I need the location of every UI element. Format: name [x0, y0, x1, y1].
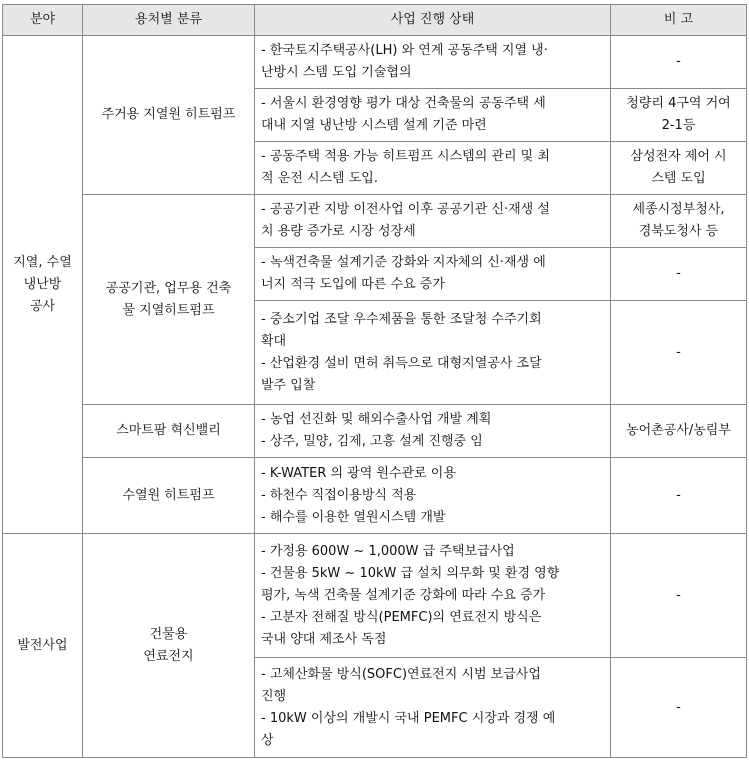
status-cell: [255, 534, 611, 658]
status-line: 너지 적극 도입에 따른 수요 증가: [261, 277, 445, 292]
category-cell: [83, 405, 255, 458]
note-cell: [611, 534, 747, 658]
status-line: - 녹색건축물 설계기준 강화와 지자체의 신·재생 에: [261, 255, 546, 270]
field-label: 지열, 수열 냉난방 공사: [13, 254, 72, 314]
category-cell: [83, 195, 255, 405]
status-line: 평가, 녹색 건축물 설계기준 강화에 따라 수요 증가: [261, 587, 546, 603]
status-lines: [261, 146, 604, 190]
note-label: -: [676, 699, 681, 715]
status-line: 상: [261, 732, 274, 748]
note-label: 청량리 4구역 거여 2-1등: [626, 96, 731, 133]
note-label: 농어촌공사/농림부: [626, 423, 731, 438]
status-line: 난방시 스템 도입 기술협의: [261, 65, 412, 80]
status-line: 적 운전 시스템 도입.: [261, 171, 378, 186]
note-cell: [611, 89, 747, 142]
status-lines: [261, 93, 604, 137]
status-line: - 가정용 600W ~ 1,000W 급 주택보급사업: [261, 543, 515, 559]
table-row: [3, 36, 747, 89]
status-line: - 서울시 환경영향 평가 대상 건축물의 공동주택 세: [261, 96, 546, 111]
header-note: 비 고: [611, 5, 747, 36]
project-status-table: [2, 4, 747, 758]
status-cell: [255, 458, 611, 534]
category-label: 건물용 연료전지: [143, 626, 194, 664]
status-line: - 공동주택 적용 가능 히트펌프 시스템의 관리 및 최: [261, 149, 550, 164]
status-line: - 한국토지주택공사(LH) 와 연계 공동주택 지열 냉·: [261, 43, 548, 58]
field-label: 발전사업: [17, 637, 68, 653]
category-label: 공공기관, 업무용 건축 물 지열히트펌프: [105, 280, 232, 318]
category-cell: [83, 534, 255, 758]
note-cell: [611, 658, 747, 758]
status-lines: [261, 463, 604, 529]
status-line: - 농업 선진화 및 해외수출사업 개발 계획: [261, 412, 492, 427]
status-cell: [255, 658, 611, 758]
table-row: [3, 534, 747, 658]
status-cell: [255, 248, 611, 301]
note-label: -: [676, 266, 681, 281]
field-cell: [3, 36, 83, 534]
status-line: - 공공기관 지방 이전사업 이후 공공기관 신·재생 설: [261, 202, 550, 217]
status-line: - 해수를 이용한 열원시스템 개발: [261, 509, 446, 525]
note-cell: [611, 195, 747, 248]
header-row: [3, 5, 747, 36]
status-cell: [255, 36, 611, 89]
status-lines: [261, 199, 604, 243]
header-category: 용처별 분류: [83, 5, 255, 36]
status-line: - 10kW 이상의 개발시 국내 PEMFC 시장과 경쟁 예: [261, 710, 556, 726]
note-label: -: [676, 487, 681, 503]
note-cell: [611, 458, 747, 534]
category-cell: [83, 36, 255, 195]
header-field: 분야: [3, 5, 83, 36]
status-line: - 고체산화물 방식(SOFC)연료전지 시범 보급사업: [261, 666, 541, 682]
status-line: 진행: [261, 688, 287, 704]
field-cell: [3, 534, 83, 758]
category-label: 스마트팜 혁신밸리: [116, 423, 221, 438]
status-lines: [261, 252, 604, 296]
note-label: -: [676, 344, 681, 360]
status-cell: [255, 142, 611, 195]
category-label: 주거용 지열원 히트펌프: [101, 107, 236, 122]
category-label: 수열원 히트펌프: [122, 487, 215, 503]
header-status: 사업 진행 상태: [255, 5, 611, 36]
status-line: - 산업환경 설비 면허 취득으로 대형지열공사 조달: [261, 355, 542, 371]
note-cell: [611, 142, 747, 195]
status-cell: [255, 195, 611, 248]
status-line: - 하천수 직접이용방식 적용: [261, 487, 417, 503]
note-label: -: [676, 54, 681, 69]
status-lines: [261, 40, 604, 84]
status-lines: [261, 541, 604, 651]
note-label: -: [676, 587, 681, 603]
status-line: 치 용량 증가로 시장 성장세: [261, 224, 416, 239]
table-row: [3, 405, 747, 458]
status-line: 발주 입찰: [261, 377, 316, 393]
note-cell: [611, 248, 747, 301]
status-line: - 중소기업 조달 우수제품을 통한 조달청 수주기회: [261, 311, 542, 327]
status-lines: [261, 409, 604, 453]
status-line: - 건물용 5kW ~ 10kW 급 설치 의무화 및 환경 영향: [261, 565, 560, 581]
note-label: 세종시정부청사, 경북도청사 등: [632, 202, 725, 239]
category-cell: [83, 458, 255, 534]
table-row: [3, 458, 747, 534]
status-cell: [255, 89, 611, 142]
note-cell: [611, 301, 747, 405]
status-line: 국내 양대 제조사 독점: [261, 631, 387, 647]
status-lines: [261, 664, 604, 752]
status-cell: [255, 301, 611, 405]
status-line: - K-WATER 의 광역 원수관로 이용: [261, 465, 456, 481]
note-cell: [611, 405, 747, 458]
status-cell: [255, 405, 611, 458]
status-line: - 고분자 전해질 방식(PEMFC)의 연료전지 방식은: [261, 609, 542, 625]
table-row: [3, 195, 747, 248]
note-cell: [611, 36, 747, 89]
status-line: - 상주, 밀양, 김제, 고흥 설계 진행중 임: [261, 434, 483, 449]
status-lines: [261, 309, 604, 397]
note-label: 삼성전자 제어 시 스템 도입: [630, 149, 727, 186]
status-line: 확대: [261, 333, 287, 349]
status-line: 대내 지열 냉난방 시스템 설계 기준 마련: [261, 118, 487, 133]
